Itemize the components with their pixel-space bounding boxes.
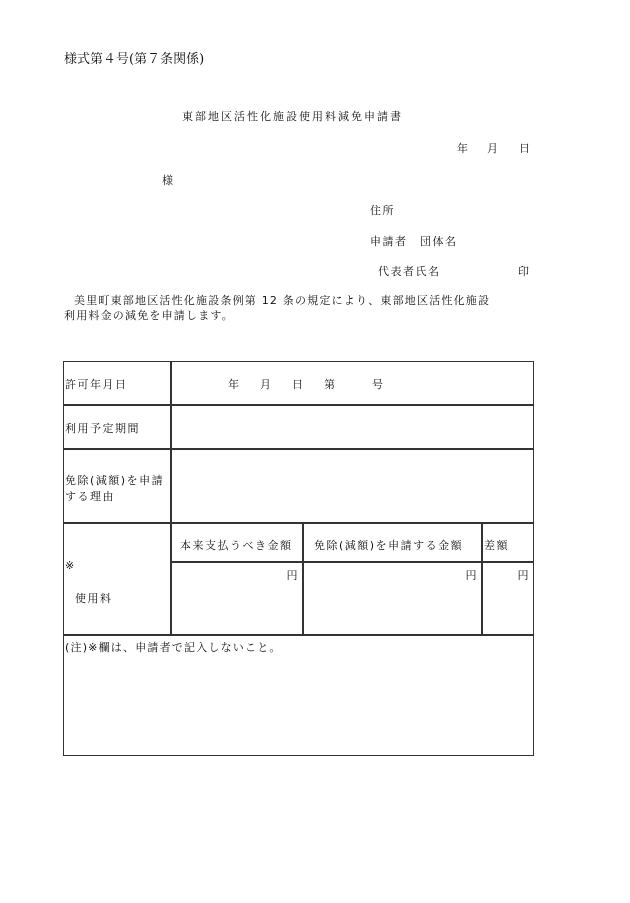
- reason-label-line-2: する理由: [65, 490, 115, 503]
- permit-number-suffix: 号: [372, 378, 385, 391]
- permit-date-label-cell: [63, 361, 171, 405]
- exempt-amount-header-cell: [303, 523, 482, 562]
- addressee-honorific: 様: [162, 174, 175, 187]
- permit-date-label: 許可年月日: [65, 378, 128, 391]
- fee-label-cell: [63, 523, 171, 635]
- permit-number-prefix: 第: [324, 378, 337, 391]
- seal-label: 印: [518, 265, 531, 278]
- planned-period-label-cell: [63, 405, 171, 449]
- exempt-amount-yen: 円: [465, 569, 478, 582]
- original-amount-header-cell: [171, 523, 303, 562]
- difference-yen: 円: [517, 569, 530, 582]
- reason-label-cell: [63, 449, 171, 523]
- note-text: (注)※欄は、申請者で記入しないこと。: [65, 641, 282, 654]
- date-day-label: 日: [519, 142, 532, 155]
- date-month-label: 月: [487, 142, 500, 155]
- original-amount-value-cell[interactable]: [171, 562, 303, 635]
- intro-line-1: 美里町東部地区活性化施設条例第 12 条の規定により、東部地区活性化施設: [74, 294, 491, 307]
- planned-period-label: 利用予定期間: [65, 422, 140, 435]
- exempt-amount-value-cell[interactable]: [303, 562, 482, 635]
- difference-header: 差額: [484, 539, 509, 552]
- planned-period-value-cell[interactable]: [171, 405, 534, 449]
- permit-month-label: 月: [260, 378, 273, 391]
- document-title: 東部地区活性化施設使用料減免申請書: [182, 110, 403, 123]
- difference-header-cell: [482, 523, 534, 562]
- group-name-label: 団体名: [420, 235, 458, 248]
- permit-year-label: 年: [228, 378, 241, 391]
- intro-paragraph: [64, 293, 538, 323]
- note-cell: [63, 635, 534, 756]
- original-amount-header: 本来支払うべき金額: [180, 539, 293, 552]
- permit-date-value-cell[interactable]: [171, 361, 534, 405]
- intro-line-2: 利用料金の減免を申請します。: [64, 309, 234, 322]
- form-number: 様式第４号(第７条関係): [64, 52, 205, 67]
- date-year-label: 年: [457, 142, 470, 155]
- applicant-label: 申請者: [370, 235, 408, 248]
- fee-mark: ※: [65, 559, 76, 572]
- fee-label: 使用料: [75, 592, 113, 605]
- representative-name-label: 代表者氏名: [378, 265, 441, 278]
- permit-day-label: 日: [292, 378, 305, 391]
- address-label: 住所: [370, 204, 395, 217]
- reason-value-cell[interactable]: [171, 449, 534, 523]
- exempt-amount-header: 免除(減額)を申請する金額: [314, 539, 464, 552]
- original-amount-yen: 円: [286, 569, 299, 582]
- reason-label-line-1: 免除(減額)を申請: [65, 474, 165, 487]
- difference-value-cell[interactable]: [482, 562, 534, 635]
